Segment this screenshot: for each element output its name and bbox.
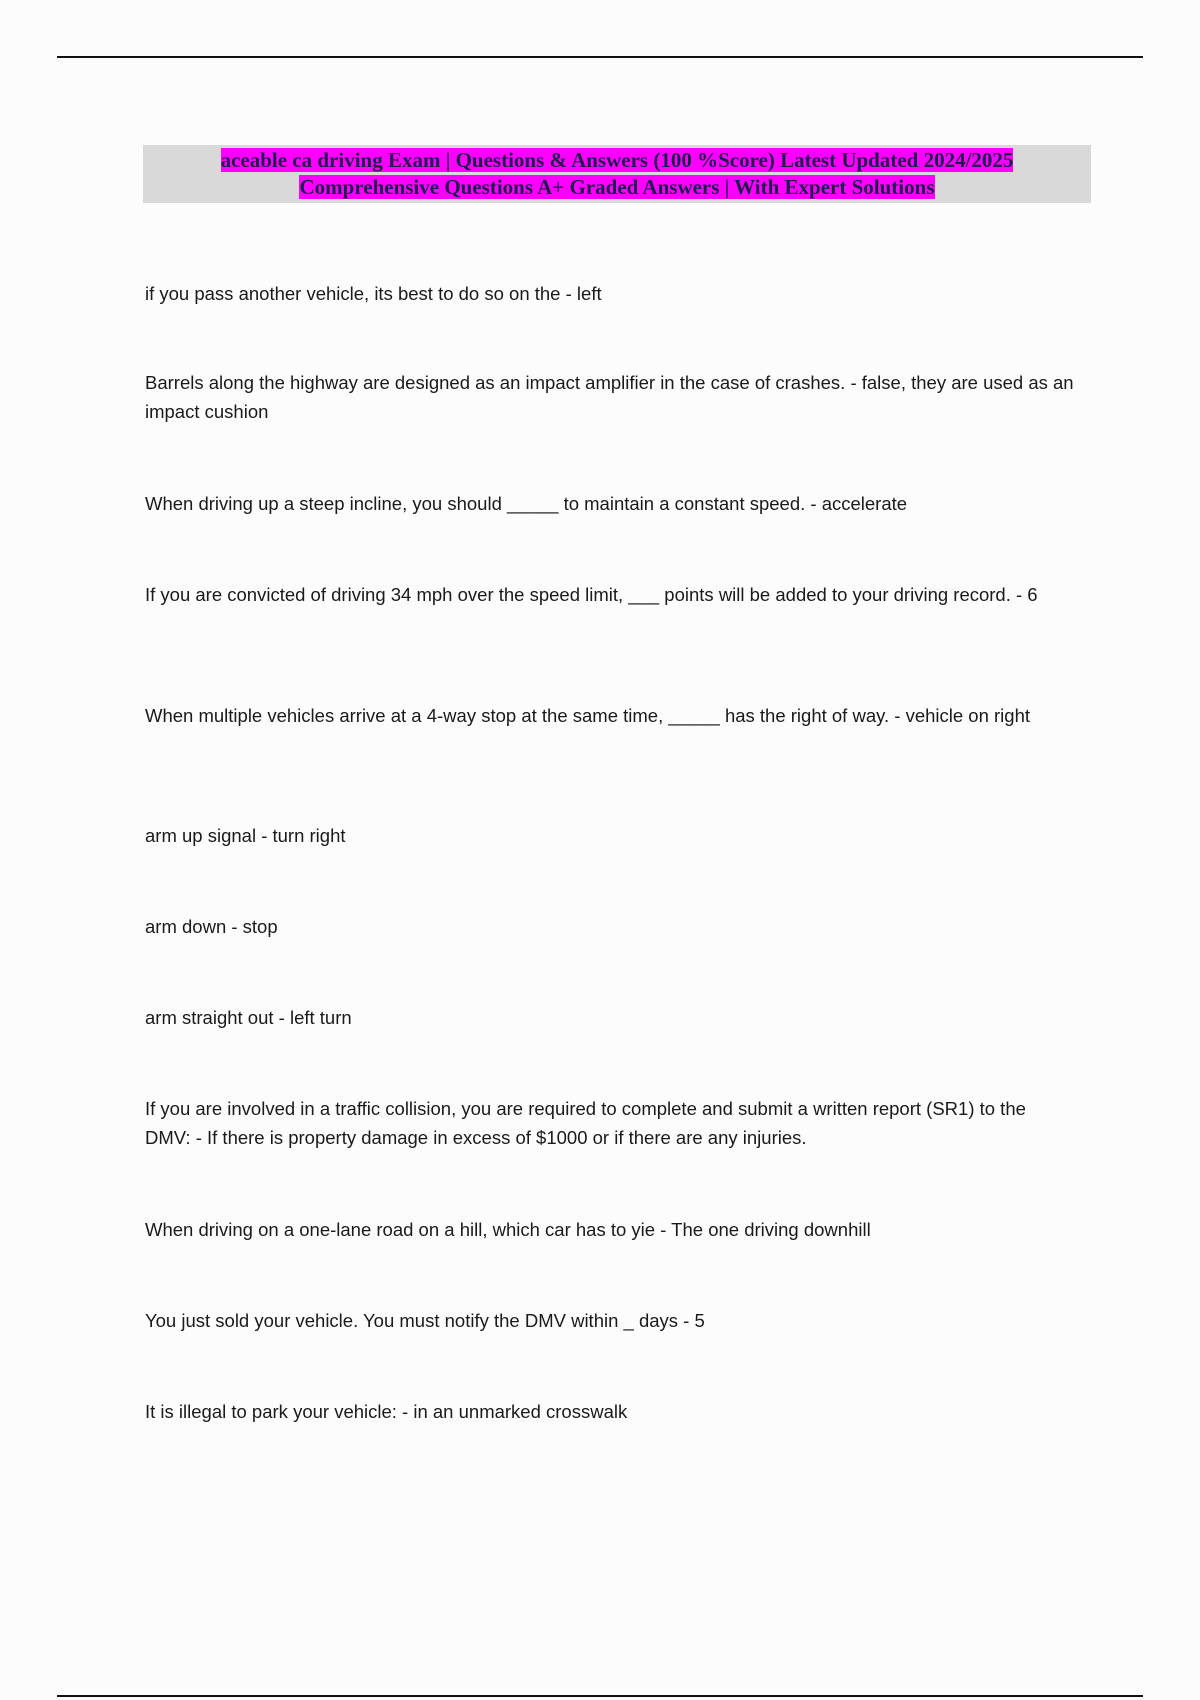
- qa-item: arm up signal - turn right: [145, 824, 346, 846]
- document-title-line-1: [221, 147, 1014, 174]
- qa-item: arm down - stop: [145, 915, 278, 937]
- title-line-1-text: aceable ca driving Exam | Questions & Answers (100 %Score) Latest Updated 2024/2025: [220, 148, 1014, 172]
- qa-item: When driving on a one-lane road on a hill, which car has to yie - The one driving downhill: [145, 1218, 871, 1240]
- document-title-line-2: [299, 174, 934, 201]
- qa-item: When multiple vehicles arrive at a 4-way stop at the same time, _____ has the right of way. - vehicle on right: [145, 704, 1031, 726]
- qa-item: arm straight out - left turn: [145, 1006, 352, 1028]
- document-title-box: [143, 145, 1091, 203]
- qa-item: When driving up a steep incline, you should _____ to maintain a constant speed. - accelerate: [145, 492, 908, 514]
- bottom-rule: [57, 1695, 1143, 1697]
- qa-item: If you are involved in a traffic collision, you are required to complete and submit a written report (SR1) to the DMV: - If there is property damage in excess of $1000 or if there are any injuries.: [145, 1097, 1026, 1148]
- qa-item: It is illegal to park your vehicle: - in an unmarked crosswalk: [145, 1400, 628, 1422]
- title-line-2-text: Comprehensive Questions A+ Graded Answers | With Expert Solutions: [299, 175, 935, 199]
- qa-item: You just sold your vehicle. You must notify the DMV within _ days - 5: [145, 1309, 705, 1331]
- qa-item: If you are convicted of driving 34 mph over the speed limit, ___ points will be added to your driving record. - 6: [145, 583, 1038, 605]
- top-rule: [57, 56, 1143, 58]
- qa-item: if you pass another vehicle, its best to do so on the - left: [145, 282, 602, 304]
- qa-item: Barrels along the highway are designed as an impact amplifier in the case of crashes. - false, they are used as an impact cushion: [145, 371, 1074, 422]
